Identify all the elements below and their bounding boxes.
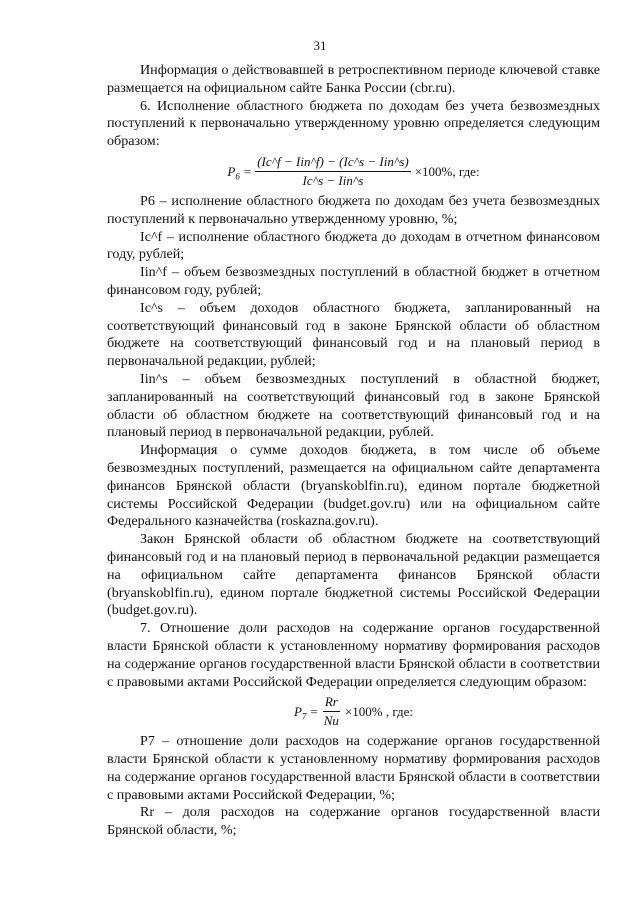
formula-p7: $P_7$ = $\frac{Rr}{Nu}$ ×100% , где: (293, 694, 414, 729)
formula-p7-fraction (322, 695, 341, 728)
definition-iin-f: Iin^f – объем безвозмездных поступлений в областной бюджет в отчетном финансовом году, рублей; (107, 264, 600, 298)
document-body (107, 62, 600, 840)
formula-p6-fraction (255, 155, 411, 188)
formula-p7-numerator: Rr (323, 695, 340, 712)
formula-p7-tail: ×100% , где: (344, 704, 414, 720)
definition-iin-s: Iin^s – объем безвозмездных поступлений в областной бюджет, запланированный на соответствующий финансовый год в законе Брянской области об областном бюджете на соответствующий финансовый год и на плановый период в первоначальной редакции, рублей. (107, 370, 600, 441)
formula-p7-lhs: $P_7$ (293, 704, 307, 722)
paragraph-key-rate-info: Информация о действовавшей в ретроспективном периоде ключевой ставке размещается на официальном сайте Банка России (cbr.ru). (107, 62, 600, 96)
formula-p7-denominator: Nu (323, 713, 339, 729)
formula-p6-denominator: Ic^s − Iin^s (302, 172, 364, 188)
paragraph-item-7: 7. Отношение доли расходов на содержание органов государственной власти Брянской области к установленному нормативу формирования расходов на содержание органов государственной власти Брянской области в соответствии с правовыми актами Российской Федерации определяется следующим образом: (107, 620, 600, 690)
paragraph-item-6: 6. Исполнение областного бюджета по доходам без учета безвозмездных поступлений к первоначально утвержденному уровню определяется следующим образом: (107, 97, 600, 150)
formula-p6-tail: ×100%, где: (414, 163, 480, 179)
formula-p6: $P_6$ = $\frac{\text{(Ic\textasciicircum{}f − Iin\textasciicircum{}f) − (Ic\textasciicircum{}s − Iin\textasciicircum{}s)}}{\text{Ic\textasciicircum{}s − Iin\textasciicircum{}s}}$ ×100%, где: (227, 153, 480, 188)
definition-ic-f: Ic^f – исполнение областного бюджета до доходам в отчетном финансовом году, рублей; (107, 228, 600, 263)
formula-p6-numerator: (Ic^f − Iin^f) − (Ic^s − Iin^s) (255, 155, 411, 172)
formula-p6-lhs: $P_6$ (227, 163, 240, 182)
definition-p7: P7 – отношение доли расходов на содержание органов государственной власти Брянской области к установленному нормативу формирования расходов на содержание органов государственной власти Брянской области в соответствии с правовыми актами Российской Федерации, %; (107, 733, 600, 803)
paragraph-budget-law: Закон Брянской области об областном бюджете на соответствующий финансовый год и на плановый период в первоначальной редакции размещается на официальном сайте департамента финансов Брянской области (bryanskoblfin.ru), едином портале бюджетной системы Российской Федерации (budget.gov.ru). (107, 531, 600, 619)
page-number: 31 (313, 38, 327, 53)
definition-ic-s: Ic^s – объем доходов областного бюджета, запланированный на соответствующий финансовый год в законе Брянской области об областном бюджете на соответствующий финансовый год и на плановый период в первоначальной редакции, рублей; (107, 299, 600, 370)
definition-p6: P6 – исполнение областного бюджета по доходам без учета безвозмездных поступлений к первоначально утвержденному уровню, %; (107, 192, 600, 227)
definition-rr: Rr – доля расходов на содержание органов государственной власти Брянской области, %; (107, 804, 600, 839)
paragraph-income-info: Информация о сумме доходов бюджета, в том числе об объеме безвозмездных поступлений, размещается на официальном сайте департамента финансов Брянской области (bryanskoblfin.ru), едином портале бюджетной системы Российской Федерации (budget.gov.ru) или на официальном сайте Федерального казначейства (roskazna.gov.ru). (107, 442, 600, 530)
